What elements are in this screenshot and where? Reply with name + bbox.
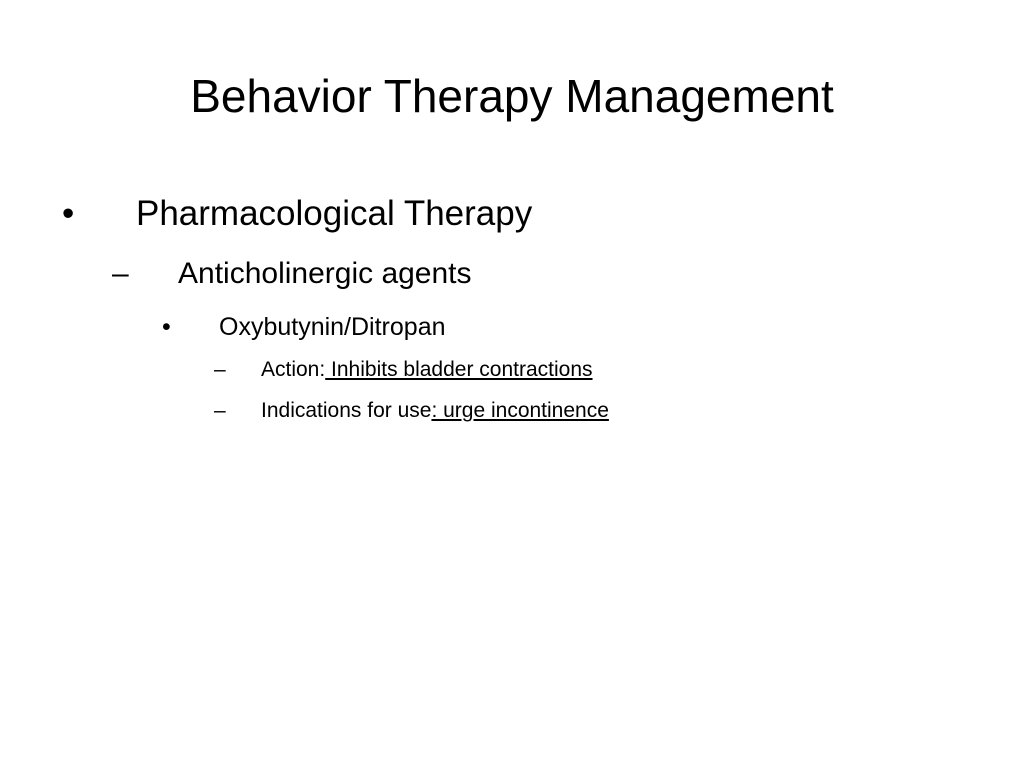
indications-label: Indications for use	[261, 399, 432, 422]
bullet-text: Pharmacological Therapy	[136, 194, 533, 233]
bullet-dot-icon: •	[162, 313, 171, 341]
action-label: Action:	[261, 358, 326, 381]
slide-title: Behavior Therapy Management	[190, 70, 834, 122]
bullet-dot-icon: •	[62, 194, 75, 233]
indications-value: : urge incontinence	[431, 399, 609, 422]
bullet-text: Oxybutynin/Ditropan	[219, 313, 446, 341]
bullet-dash-icon: –	[214, 358, 226, 381]
action-value: Inhibits bladder contractions	[325, 358, 593, 381]
bullet-text	[261, 397, 609, 425]
bullet-text: Anticholinergic agents	[178, 257, 472, 290]
bullet-text	[261, 356, 593, 384]
bullet-dash-icon: –	[112, 257, 129, 290]
bullet-dash-icon: –	[214, 399, 226, 422]
